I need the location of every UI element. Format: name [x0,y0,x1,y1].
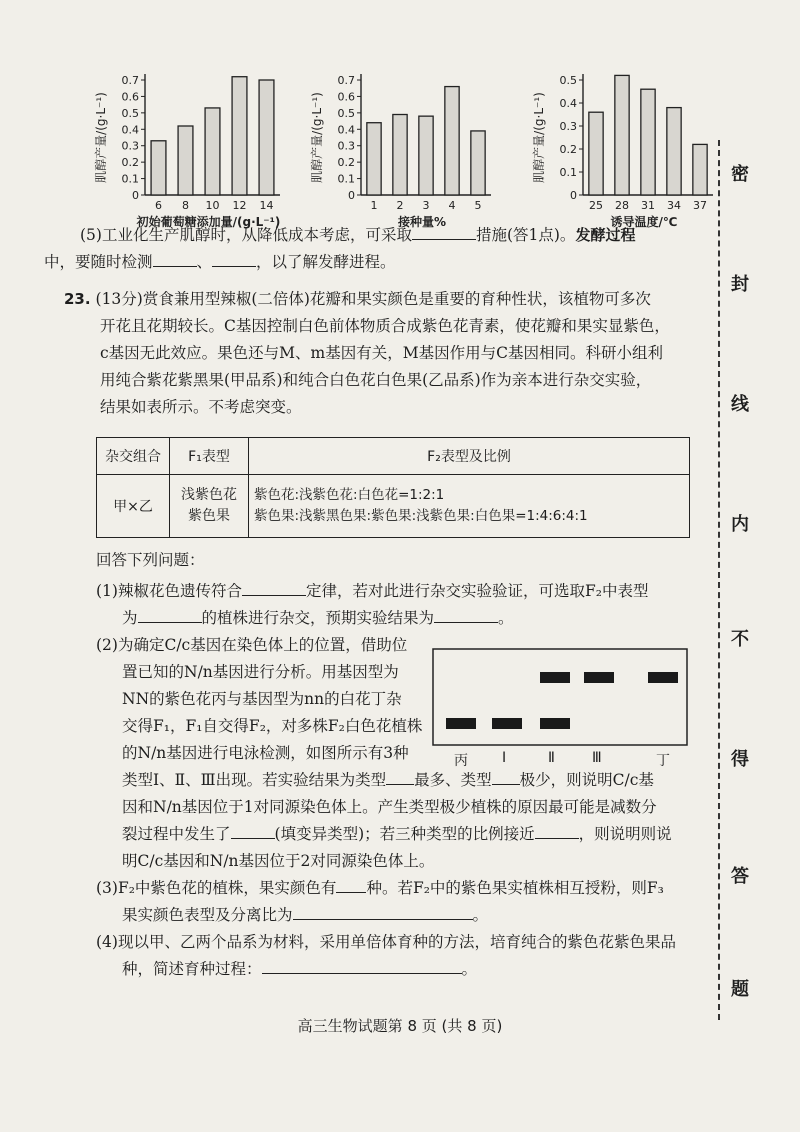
question-5 [44,222,700,276]
x-tick-label: 10 [205,199,220,212]
y-axis-label: 肌醇产量/(g·L⁻¹) [532,92,546,183]
a2-text-d: 裂过程中发生了 [122,825,231,843]
y-tick-label: 0.5 [337,106,355,120]
answer-blank[interactable] [212,251,256,267]
f2-flower-ratio: 紫色花:浅紫色花:白色花=1:2:1 [254,487,445,503]
seal-char: 得 [726,745,754,771]
a3-text-d: 。 [472,906,489,924]
f2-fruit-ratio: 紫色果:浅紫黑色果:紫色果:浅紫色果:白色果=1:4:6:4:1 [254,508,588,524]
a2-line-5: 的N/n基因进行电泳检测，如图所示有3种 [122,744,409,762]
seal-char: 封 [726,270,754,296]
x-axis-label: 接种量% [397,215,447,229]
a2-line-8 [96,821,696,848]
a1-text-a: (1)辣椒花色遗传符合 [96,582,242,600]
x-tick-label: 6 [155,199,162,212]
lane-label-I: Ⅰ [502,750,507,766]
seal-char: 密 [726,160,754,186]
y-axis-label: 肌醇产量/(g·L⁻¹) [310,92,324,183]
gel-frame [433,649,687,745]
y-tick-label: 0.1 [559,166,577,179]
a3-text-b: 种。若F₂中的紫色果实植株相互授粉，则F₃ [366,879,664,897]
a2-text-a: 类型Ⅰ、Ⅱ、Ⅲ出现。若实验结果为类型 [122,771,387,789]
answer-blank[interactable] [293,904,473,920]
y-tick-label: 0.5 [559,74,577,87]
answer-blank[interactable] [535,823,579,839]
bar [641,89,655,195]
page-footer: 高三生物试题第 8 页 (共 8 页) [297,1017,503,1035]
table-row [97,475,690,538]
y-tick-label: 0 [348,189,355,202]
x-tick-label: 2 [396,199,404,212]
lane-label-III: Ⅲ [592,750,602,766]
q5-text-f: ，以了解发酵进程。 [256,253,396,271]
x-tick-label: 12 [232,199,247,212]
y-tick-label: 0.2 [337,156,355,170]
seal-char: 线 [726,390,754,416]
a2-text-b: 最多、类型 [414,771,492,789]
a2-line-9: 明C/c基因和N/n基因位于2对同源染色体上。 [122,852,435,870]
answer-blank[interactable] [412,224,476,240]
a3-line-1 [96,875,696,902]
table-header-cross: 杂交组合 [97,438,170,475]
bar [367,123,381,195]
band-II-lower [540,718,570,729]
q5-text-b: 措施(答1点)。 [475,226,576,244]
q5-line-1 [80,222,700,249]
q5-text-c: 发酵过程 [575,226,636,244]
charts-svg [55,60,705,235]
table-cell-f2 [249,475,690,538]
seal-line [718,140,760,1020]
bar [393,115,407,196]
q23-line-1 [64,286,704,313]
answer-blank[interactable] [262,958,462,974]
q23-text-4: 用纯合紫花紫黑果(甲品系)和纯合白色花白色果(乙品系)作为亲本进行杂交实验， [100,371,652,389]
q5-text-a: (5)工业化生产肌醇时，从降低成本考虑，可采取 [80,226,412,244]
lane-label-bing: 丙 [454,753,468,769]
a4-text-b: 。 [461,960,478,978]
question-23 [64,286,704,421]
x-axis-label: 初始葡萄糖添加量/(g·L⁻¹) [136,215,281,229]
bar [589,112,603,195]
answer-blank[interactable] [153,251,197,267]
q5-text-e: 、 [196,253,213,271]
results-table [96,437,690,538]
bar [445,87,459,195]
y-tick-label: 0 [570,189,577,202]
y-axis-label: 肌醇产量/(g·L⁻¹) [94,92,108,183]
answer-blank[interactable] [242,580,306,596]
answer-blank[interactable] [386,769,414,785]
x-tick-label: 28 [615,199,629,212]
a1-line-1 [96,578,696,605]
a2-text-c: 极少，则说明C/c基 [519,771,654,789]
answer-blank[interactable] [231,823,275,839]
bar [151,141,166,195]
table-cell-f1 [170,475,249,538]
y-tick-label: 0.5 [121,106,139,120]
lane-label-II: Ⅱ [548,750,555,766]
q23-text-2: 开花且花期较长。C基因控制白色前体物质合成紫色花青素，使花瓣和果实显紫色， [100,317,670,335]
y-tick-label: 0.3 [337,139,355,153]
bar [471,131,485,195]
lane-label-ding: 丁 [656,753,670,769]
y-tick-label: 0.3 [559,120,577,133]
y-tick-label: 0.7 [121,74,139,87]
a3-text-c: 果实颜色表型及分离比为 [122,906,293,924]
a1-line-2 [96,605,696,632]
x-tick-label: 3 [422,199,430,212]
bar-charts-row [55,60,705,235]
y-tick-label: 0.4 [559,97,577,110]
x-tick-label: 25 [589,199,603,212]
y-tick-label: 0.3 [121,139,139,153]
x-tick-label: 34 [667,199,681,212]
y-tick-label: 0 [132,189,139,202]
bar [615,75,629,195]
x-tick-label: 5 [474,199,482,212]
x-axis-label: 诱导温度/℃ [610,215,678,229]
seal-char: 答 [726,862,754,888]
question-number: 23. [64,290,91,308]
bar [259,80,274,195]
seal-char: 题 [726,975,754,1001]
band-ding-upper [648,672,678,683]
a4-line-1: (4)现以甲、乙两个品系为材料，采用单倍体育种的方法，培育纯合的紫色花紫色果品 [96,933,676,951]
band-bing-lower [446,718,476,729]
table-cell-cross: 甲×乙 [97,475,170,538]
band-I-lower [492,718,522,729]
answers-intro: 回答下列问题： [96,551,205,569]
y-tick-label: 0.6 [121,90,139,104]
q5-line-2 [44,249,700,276]
seal-char: 内 [726,510,754,536]
a2-line-7: 因和N/n基因位于1对同源染色体上。产生类型极少植株的原因最可能是减数分 [122,798,657,816]
x-tick-label: 1 [370,199,378,212]
y-tick-label: 0.1 [337,172,355,186]
a2-line-1: (2)为确定C/c基因在染色体上的位置，借助位 [96,636,408,654]
y-tick-label: 0.4 [337,123,355,137]
a3-text-a: (3)F₂中紫色花的植株，果实颜色有 [96,879,337,897]
a2-text-f: ，则说明则说 [578,825,672,843]
y-tick-label: 0.1 [121,172,139,186]
y-tick-label: 0.4 [121,123,139,137]
answer-blank[interactable] [336,877,366,893]
table-header-row [97,438,690,475]
answer-blank[interactable] [138,607,202,623]
bar [419,116,433,195]
bar [205,108,220,195]
a2-line-3: NN的紫色花丙与基因型为nn的白花丁杂 [122,690,402,708]
a1-text-d: 的植株进行杂交，预期实验结果为 [201,609,435,627]
q23-text-5: 结果如表所示。不考虑突变。 [100,398,302,416]
electrophoresis-figure [432,648,688,778]
gel-lane-labels [432,750,688,770]
y-tick-label: 0.2 [559,143,577,156]
x-tick-label: 14 [259,199,274,212]
band-III-upper [584,672,614,683]
answer-blank[interactable] [434,607,498,623]
a2-line-4: 交得F₁，F₁自交得F₂，对多株F₂白色花植株 [122,717,423,735]
x-tick-label: 8 [182,199,189,212]
y-tick-label: 0.2 [121,156,139,170]
y-tick-label: 0.7 [337,74,355,87]
f1-flower: 浅紫色花 [181,487,237,503]
seal-char: 不 [726,625,754,651]
x-tick-label: 31 [641,199,655,212]
a4-line-2 [96,956,696,983]
a4-text-a: 种，简述育种过程： [122,960,262,978]
band-II-upper [540,672,570,683]
y-tick-label: 0.6 [337,90,355,104]
a1-text-c: 为 [122,609,138,627]
a3-line-2 [96,902,696,929]
a1-text-b: 定律，若对此进行杂交实验验证，可选取F₂中表型 [305,582,649,600]
q5-text-d: 中，要随时检测 [44,253,153,271]
a1-text-e: 。 [498,609,514,627]
x-tick-label: 4 [448,199,456,212]
table-header-f1: F₁表型 [170,438,249,475]
bar [667,108,681,195]
f1-fruit: 紫色果 [188,508,230,524]
a2-line-2: 置已知的N/n基因进行分析。用基因型为 [122,663,399,681]
x-tick-label: 37 [693,199,707,212]
bar [232,77,247,195]
table-header-f2: F₂表型及比例 [249,438,690,475]
bar [178,126,193,195]
q23-text-1: (13分)赏食兼用型辣椒(二倍体)花瓣和果实颜色是重要的育种性状，该植物可多次 [95,290,651,308]
bar [693,144,707,195]
a2-text-e: (填变异类型)；若三种类型的比例接近 [274,825,535,843]
q23-text-3: c基因无此效应。果色还与M、m基因有关，M基因作用与C基因相同。科研小组利 [100,344,663,362]
